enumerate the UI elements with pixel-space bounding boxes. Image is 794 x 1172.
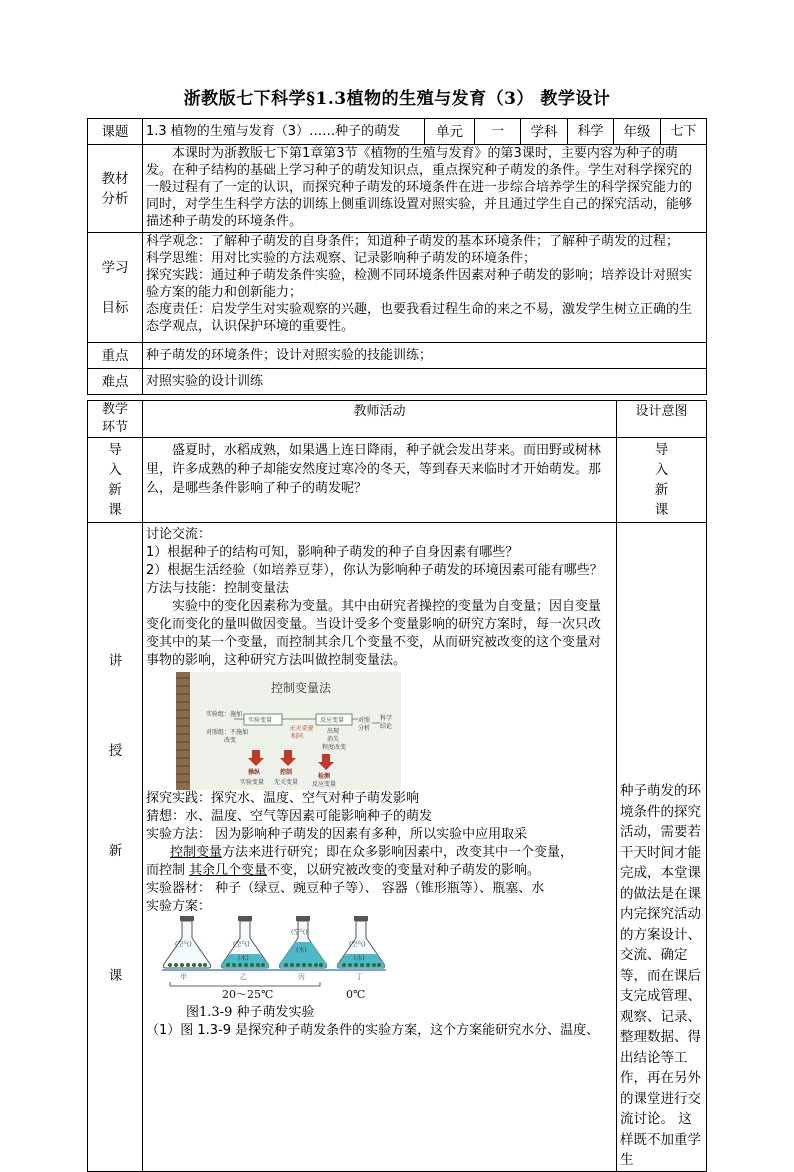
temp-bracket	[170, 982, 320, 986]
difficulty-label: 难点	[88, 369, 143, 395]
analysis-label: 分析	[358, 725, 371, 732]
guess-text: 猜想：水、温度、空气等因素可能影响种子的萌发	[146, 809, 433, 824]
op1-label: 操纵	[248, 769, 261, 776]
key-point-text: 种子萌发的环境条件；设计对照实验的技能训练；	[143, 343, 707, 369]
conclusion-label-2: 结论	[380, 723, 393, 730]
teacher-header: 教师活动	[143, 401, 617, 438]
question-3: （1）图 1.3-9 是探究种子萌发条件的实验方案，这个方案能研究水分、温度、	[146, 1023, 600, 1038]
intro-text: 盛夏时，水稻成熟，如果遇上连日降雨，种子就会发出芽来。而田野或树林里，许多成熟的种子却能安然度过寒冷的冬天，等到春天来临时才开始萌发。那么，是哪些条件影响了种子的萌发呢？	[143, 438, 617, 523]
teach-intent: 种子萌发的环境条件的探究活动，需要若干天时间才能完成，本堂课的做法是在课内完探究活动的方案设计、交流、确定等，而在课后支完成管理、观察、记录、整理数据、得出结论等工作，再在另外的课堂进行交流讨论。 这样既不加重学生	[617, 523, 707, 1172]
b1-label: 实验变量	[240, 779, 265, 786]
intro-intent: 导 入 新 课	[617, 438, 707, 523]
blank-control-variable: 控制变量	[170, 845, 223, 860]
blank-other-variables: 其余几个变量	[189, 863, 268, 878]
key-point-label: 重点	[88, 343, 143, 369]
flask-name-d: 丁	[356, 973, 363, 981]
flask-name-a: 甲	[180, 973, 187, 981]
subject-value: 科学	[568, 119, 614, 145]
discussion-label: 讨论交流：	[146, 527, 212, 542]
lesson-label: 课题	[88, 119, 143, 145]
analysis-row	[88, 145, 707, 233]
b2-label: 无关变量	[274, 779, 299, 786]
flask-name-b: 乙	[240, 973, 247, 981]
diagram-title: 控制变量法	[271, 681, 332, 695]
svg-text:(水): (水)	[296, 947, 307, 954]
temp-zero: 0℃	[346, 988, 366, 1001]
objectives-label: 学习 目标	[88, 233, 143, 343]
svg-text:(空气): (空气)	[349, 941, 366, 948]
lesson-info-table	[87, 118, 707, 395]
materials-text: 实验器材： 种子（绿豆、豌豆种子等）、 容器（锥形瓶等）、瓶塞、水	[146, 881, 545, 896]
disappear-label: 消失	[327, 736, 340, 743]
process-header-row	[88, 401, 707, 438]
analysis-text: 本课时为浙教版七下第1章第3节《植物的生殖与发育》的第3课时，主要内容为种子的萌发。在种子结构的基础上学习种子的萌发知识点，重点探究种子萌发的条件。学生对科学探究的一般过程有了一定的认识，而探究种子萌发的环境条件在进一步综合培养学生的科学探究能力的同时，对学生生科学方法的训练上侧重训练设置对照实验，并且通过学生自己的探究活动，能够描述种子萌发的环境条件。	[143, 145, 707, 233]
svg-text:(水): (水)	[238, 955, 249, 962]
svg-text:(水): (水)	[354, 955, 365, 962]
method-text: 实验中的变化因素称为变量。其中由研究者操控的变量为自变量；因自变量变化而变化的量叫做因变量。当设计受多个变量影响的研究方案时，每一次只改变其中的某一个变量，而控制其余几个变量不变，从而研究被改变的这个变量对事物的影响，这种研究方法叫做控制变量法。	[146, 599, 602, 668]
objective-item: 探究实践：通过种子萌发条件实验，检测不同环境条件因素对种子萌发的影响；培养设计对照实验方案的能力和创新能力；	[146, 268, 693, 300]
op2-label: 控制	[280, 769, 293, 776]
change-label: 改变	[224, 737, 237, 744]
teach-content	[143, 523, 617, 1172]
objectives-text	[143, 233, 707, 343]
subject-label: 学科	[521, 119, 568, 145]
process-table	[87, 400, 707, 1172]
exp-var-label: 实验变量	[248, 717, 273, 724]
teach-row	[88, 523, 707, 1172]
objective-item: 科学观念：了解种子萌发的自身条件；知道种子萌发的基本环境条件；了解种子萌发的过程；	[146, 234, 680, 249]
conclusion-label-1: 科学	[380, 715, 393, 722]
svg-text:(空气): (空气)	[175, 941, 192, 948]
reaction-label: 反应变量	[320, 717, 345, 724]
irrelevant-label: 无关变量	[289, 725, 314, 732]
difficulty-row	[88, 369, 707, 395]
teach-step: 讲 授 新 课	[88, 523, 143, 1172]
appear-label: 出现	[327, 728, 340, 735]
intro-row	[88, 438, 707, 523]
exp-method-line-2: 控制变量方法来进行研究；即在众多影响因素中，改变其中一个变量，	[146, 844, 613, 862]
analysis-label: 教材 分析	[88, 145, 143, 233]
op3-label: 检测	[318, 773, 331, 780]
b3-label: 反应变量	[312, 781, 337, 788]
same-label: 相同	[291, 733, 304, 740]
grade-label: 年级	[614, 119, 661, 145]
step-header: 教学 环节	[88, 401, 143, 438]
plan-title: 实验方案：	[146, 899, 212, 914]
intent-header: 设计意图	[617, 401, 707, 438]
flask-name-c: 丙	[298, 973, 305, 981]
unit-value: 一	[475, 119, 521, 145]
question-2: 2）根据生活经验（如培养豆芽），你认为影响种子萌发的环境因素可能有哪些？	[146, 563, 603, 578]
unit-label: 单元	[425, 119, 475, 145]
key-point-row	[88, 343, 707, 369]
objective-item: 科学思维：用对比实验的方法观察、记录影响种子萌发的环境条件；	[146, 251, 537, 266]
exp-method-line-3: 而控制 其余几个变量不变，以研究被改变的变量对种子萌发的影响。	[146, 863, 541, 878]
page-title: 浙教版七下科学§1.3植物的生殖与发育（3） 教学设计	[183, 89, 611, 109]
ctrl-group-label: 对照组：不施加	[206, 729, 249, 736]
svg-text:(空气): (空气)	[291, 929, 308, 936]
svg-text:(空气): (空气)	[233, 941, 250, 948]
lesson-value: 1.3 植物的生殖与发育（3）……种子的萌发	[143, 119, 425, 145]
temp-range: 20～25℃	[222, 988, 274, 1001]
flask-b	[221, 916, 268, 968]
flask-c	[279, 916, 326, 968]
control-variable-diagram	[176, 672, 401, 790]
objective-item: 态度责任：启发学生对实验观察的兴趣，也要我看过程生命的来之不易，激发学生树立正确的生态学观点，认识保护环境的重要性。	[146, 302, 693, 334]
objectives-row	[88, 233, 707, 343]
grade-value: 七下	[661, 119, 707, 145]
seed-germination-figure	[160, 916, 390, 1004]
exp-method-line-1: 实验方法： 因为影响种子萌发的因素有多种，所以实验中应用取采	[146, 827, 528, 842]
degree-label: 程度改变	[322, 744, 347, 751]
wood-edge	[176, 672, 190, 790]
figure-caption: 图1.3-9 种子萌发实验	[186, 1005, 315, 1020]
method-title: 方法与技能：控制变量法	[146, 581, 290, 596]
practice-title: 探究实践：探究水、温度、空气对种子萌发影响	[146, 791, 420, 806]
exp-group-label: 实验组：施加	[206, 711, 243, 718]
flask-d	[337, 916, 384, 968]
difficulty-text: 对照实验的设计训练	[143, 369, 707, 395]
header-row	[88, 119, 707, 145]
intro-step: 导 入 新 课	[88, 438, 143, 523]
question-1: 1）根据种子的结构可知，影响种子萌发的种子自身因素有哪些？	[146, 545, 519, 560]
flask-a	[163, 916, 210, 968]
compare-label: 对照	[358, 717, 371, 724]
